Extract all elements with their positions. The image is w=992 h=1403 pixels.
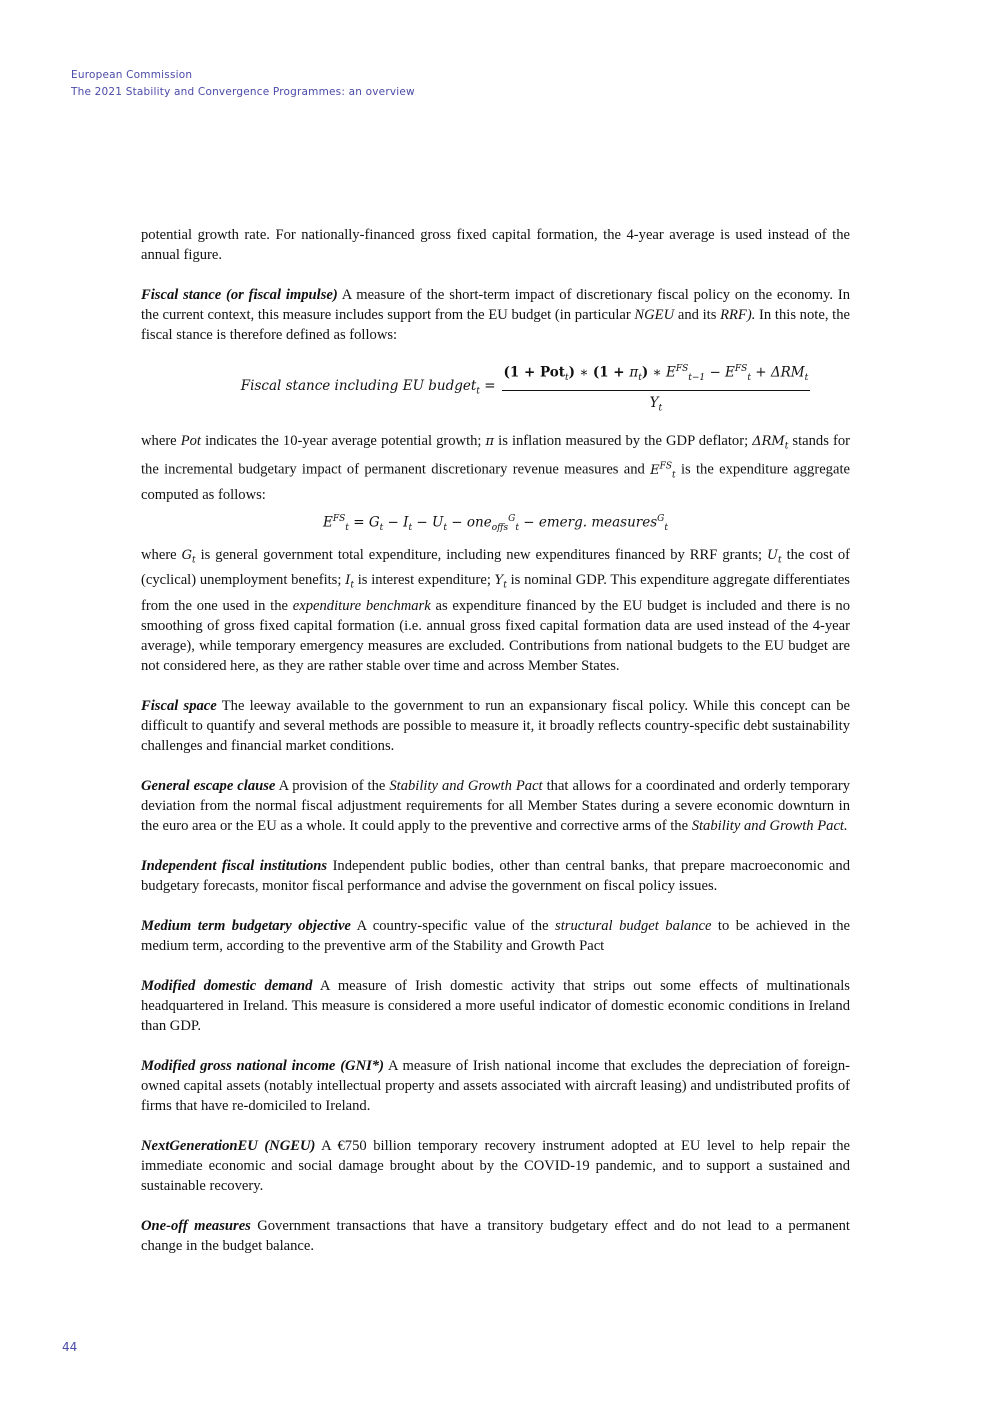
fiscal-stance-entry: Fiscal stance (or fiscal impulse) A measure of the short-term impact of discretionary fiscal policy on the economy. In the current context, this measure includes support from the EU budget (in particular NGEU and its RRF). In this note, the fiscal stance is therefore defined as follows:: [141, 287, 850, 343]
term-one-off-measures: One-off measures: [141, 1217, 251, 1234]
term-medium-term-budgetary-objective: Medium term budgetary objective: [141, 917, 351, 934]
formula-denominator: $Y_t$: [649, 395, 663, 414]
fiscal-stance-formula: [201, 359, 850, 419]
one-off-measures-entry: One-off measures Government transactions that have a transitory budgetary effect and do not lead to a permanent change in the budget balance.: [141, 1217, 850, 1254]
formula-fraction: [502, 359, 811, 419]
modified-domestic-demand-entry: Modified domestic demand A measure of Irish domestic activity that strips out some effects of multinationals headquartered in Ireland. This measure is considered a more useful indicator of domestic economic conditions in Ireland than GDP.: [141, 977, 850, 1034]
term-modified-domestic-demand: Modified domestic demand: [141, 977, 313, 994]
glossary-content: [141, 225, 850, 1276]
page-number: 44: [62, 1340, 78, 1354]
formula-lhs: Fiscal stance including EU budget$_t$ =: [240, 378, 496, 397]
header-document-title: The 2021 Stability and Convergence Programmes: an overview: [71, 86, 415, 98]
independent-fiscal-institutions-entry: Independent fiscal institutions Independent public bodies, other than central banks, that prepare macroeconomic and budgetary forecasts, monitor fiscal performance and advise the government on fiscal policy issues.: [141, 857, 850, 894]
fiscal-space-entry: Fiscal space The leeway available to the government to run an expansionary fiscal policy. While this concept can be difficult to quantify and several methods are possible to measure it, it broadly reflects country-specific debt sustainability challenges and financial market conditions.: [141, 697, 850, 754]
running-header: [71, 67, 415, 101]
ngeu-entry: NextGenerationEU (NGEU) A €750 billion temporary recovery instrument adopted at EU level to help repair the immediate economic and social damage brought about by the COVID-19 pandemic, and to support a sustained and sustainable recovery.: [141, 1137, 850, 1194]
expenditure-aggregate-formula: $E^{FS}_t = G_t - I_t - U_t - one_{offs}^G_t$ − emerg. measures$^G_t$: [323, 514, 668, 534]
formula-explanation-2: where $G_t$ is general government total expenditure, including new expenditures financed by RRF grants; $U_t$ the cost of (cyclical) unemployment benefits; $I_t$ is interest expenditure; $Y_t$ is nominal GDP. This expenditure aggregate differentiates from the one used in the expenditure benchmark as expenditure financed by the EU budget is included and there is no smoothing of gross fixed capital formation (i.e. annual gross fixed capital formation data are used instead of the 4-year average), while temporary emergency measures are excluded. Contributions from national budgets to the EU budget are not considered here, as they are rather stable over time and across Member States.: [141, 546, 851, 674]
formula-explanation-1: where Pot indicates the 10-year average potential growth; π is inflation measured by the GDP deflator; $\Delta RM_t$ stands for the incremental budgetary impact of permanent discretionary revenue measures and $E^{FS}_t$ is the expenditure aggregate computed as follows:: [141, 432, 850, 504]
term-general-escape-clause: General escape clause: [141, 777, 276, 794]
formula-numerator: (1 + Pot$_t$) ∗ $(1 + \pi_t)$ ∗ $E^{FS}_{t-1} - E^{FS}_t + \Delta RM_t$: [502, 359, 811, 391]
modified-gni-entry: Modified gross national income (GNI*) A measure of Irish national income that excludes the depreciation of foreign-owned capital assets (notably intellectual property and assets associated with aircraft leasing) and undistributed profits of firms that have re-domiciled to Ireland.: [141, 1057, 850, 1114]
term-fiscal-stance: Fiscal stance (or fiscal impulse): [141, 287, 338, 303]
intro-paragraph: potential growth rate. For nationally-financed gross fixed capital formation, the 4-year average is used instead of the annual figure.: [141, 227, 850, 263]
term-modified-gni: Modified gross national income (GNI*): [141, 1057, 384, 1074]
term-ngeu: NextGenerationEU (NGEU): [141, 1137, 316, 1154]
medium-term-budgetary-objective-entry: Medium term budgetary objective A country-specific value of the structural budget balance to be achieved in the medium term, according to the preventive arm of the Stability and Growth Pact: [141, 917, 850, 954]
general-escape-clause-entry: General escape clause A provision of the Stability and Growth Pact that allows for a coordinated and orderly temporary deviation from the normal fiscal adjustment requirements for all Member States during a severe economic downturn in the euro area or the EU as a whole. It could apply to the preventive and corrective arms of the Stability and Growth Pact.: [141, 777, 850, 834]
term-fiscal-space: Fiscal space: [141, 697, 217, 714]
term-independent-fiscal-institutions: Independent fiscal institutions: [141, 857, 328, 874]
header-organisation: European Commission: [71, 69, 193, 81]
